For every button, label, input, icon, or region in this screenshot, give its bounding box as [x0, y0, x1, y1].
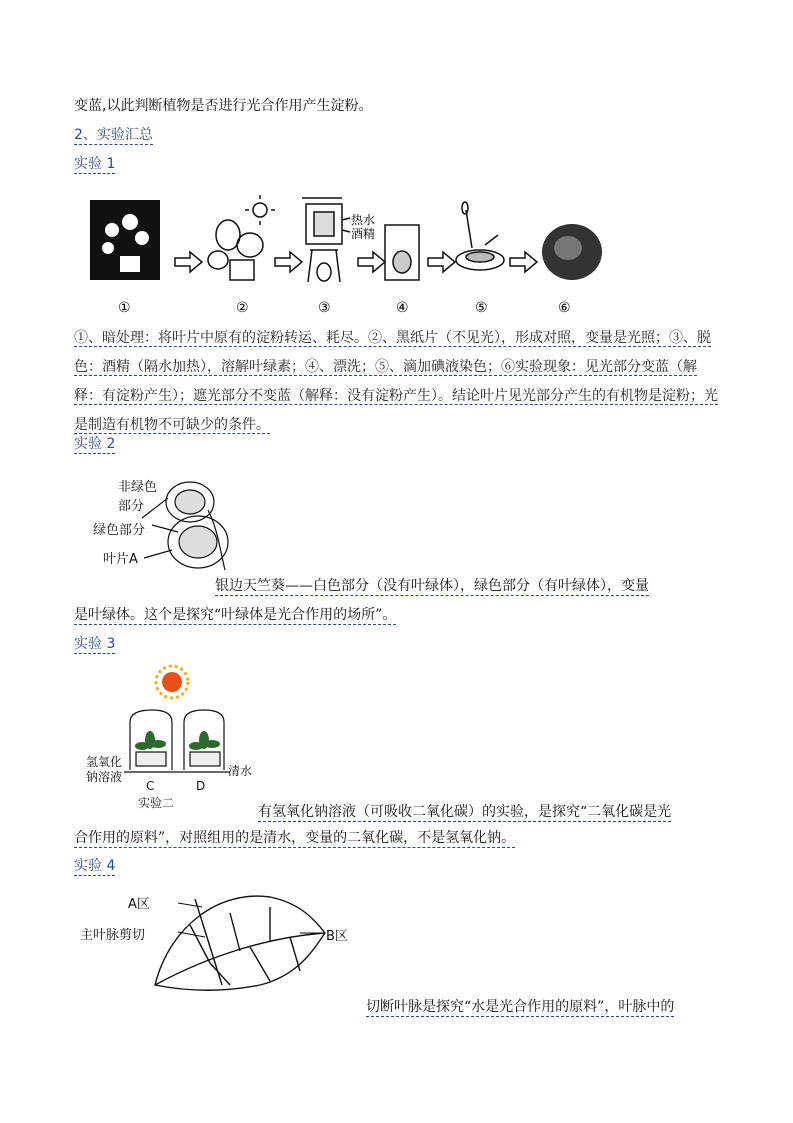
- step-3: ③: [318, 300, 331, 316]
- label-vein-cut: 主叶脉剪切: [80, 928, 146, 943]
- exp3-title: 实验 3: [74, 636, 116, 652]
- arrow-1: [175, 252, 202, 272]
- label-d: D: [196, 779, 206, 793]
- sun-icon: [156, 666, 188, 698]
- exp2-title: 实验 2: [74, 436, 116, 452]
- stained-leaf: [542, 224, 602, 280]
- exp4-title: 实验 4: [74, 858, 116, 874]
- heating-setup: [302, 198, 350, 282]
- label-zone-b: B区: [326, 929, 348, 944]
- section-heading: 2、实验汇总: [74, 127, 153, 143]
- exp1-title: 实验 1: [74, 156, 116, 172]
- step-4: ④: [396, 300, 409, 316]
- arrow-3: [358, 252, 385, 272]
- exp3-text-line1: 有氢氧化钠溶液（可吸收二氧化碳）的实验，是探究“二氧化碳是光: [258, 804, 672, 820]
- exp4-figure: [150, 885, 330, 995]
- label-hot-water: 热水: [351, 213, 376, 227]
- exp1-figure: [80, 190, 700, 320]
- label-naoh-2: 钠溶液: [86, 770, 123, 784]
- geranium-leaves: [142, 482, 228, 570]
- label-leaf-a: 叶片A: [103, 552, 138, 567]
- step-1: ①: [118, 300, 131, 316]
- label-c: C: [146, 779, 155, 793]
- label-naoh-1: 氢氧化: [86, 755, 123, 769]
- arrow-4: [428, 252, 455, 272]
- rinse-beaker: [385, 225, 419, 280]
- label-water: 清水: [228, 764, 253, 778]
- leaf-outline: [155, 896, 325, 990]
- step-5: ⑤: [475, 300, 488, 316]
- label-non-green: 非绿色: [118, 480, 158, 495]
- exp1-text: ①、暗处理：将叶片中原有的淀粉转运、耗尽。②、黑纸片（不见光），形成对照，变量是光照；③、脱色：酒精（隔水加热），溶解叶绿素；④、漂洗；⑤、滴加碘液染色；⑥实验现象：见光部分变蓝（解释：有淀粉产生）；遮光部分不变蓝（解释：没有淀粉产生）。结论叶片见光部分产生的有机物是淀粉；光是制造有机物不可缺少的条件。: [74, 330, 718, 433]
- exp3-text-line2: 合作用的原料”，对照组用的是清水，变量的二氧化碳，不是氢氧化钠。: [74, 830, 516, 846]
- exp3-figure: [80, 660, 260, 810]
- label-exp2: 实验二: [138, 796, 175, 810]
- label-part: 部分: [118, 499, 145, 514]
- iodine-dish: [456, 202, 504, 270]
- arrow-5: [510, 252, 537, 272]
- label-zone-a: A区: [128, 897, 150, 912]
- exp2-text-line2: 是叶绿体。这个是探究“叶绿体是光合作用的场所”。: [74, 607, 397, 623]
- intro-line: 变蓝,以此判断植物是否进行光合作用产生淀粉。: [74, 98, 373, 114]
- exp2-text-line1: 银边天竺葵——白色部分（没有叶绿体），绿色部分（有叶绿体），变量: [215, 578, 649, 594]
- label-alcohol: 酒精: [351, 227, 376, 241]
- plant-sun: [208, 195, 275, 280]
- plants: [135, 731, 220, 750]
- arrow-2: [275, 252, 302, 272]
- step-6: ⑥: [558, 300, 571, 316]
- label-green-part: 绿色部分: [93, 523, 146, 538]
- exp4-text-line1: 切断叶脉是探究“水是光合作用的原料”，叶脉中的: [366, 999, 675, 1015]
- step-2: ②: [236, 300, 249, 316]
